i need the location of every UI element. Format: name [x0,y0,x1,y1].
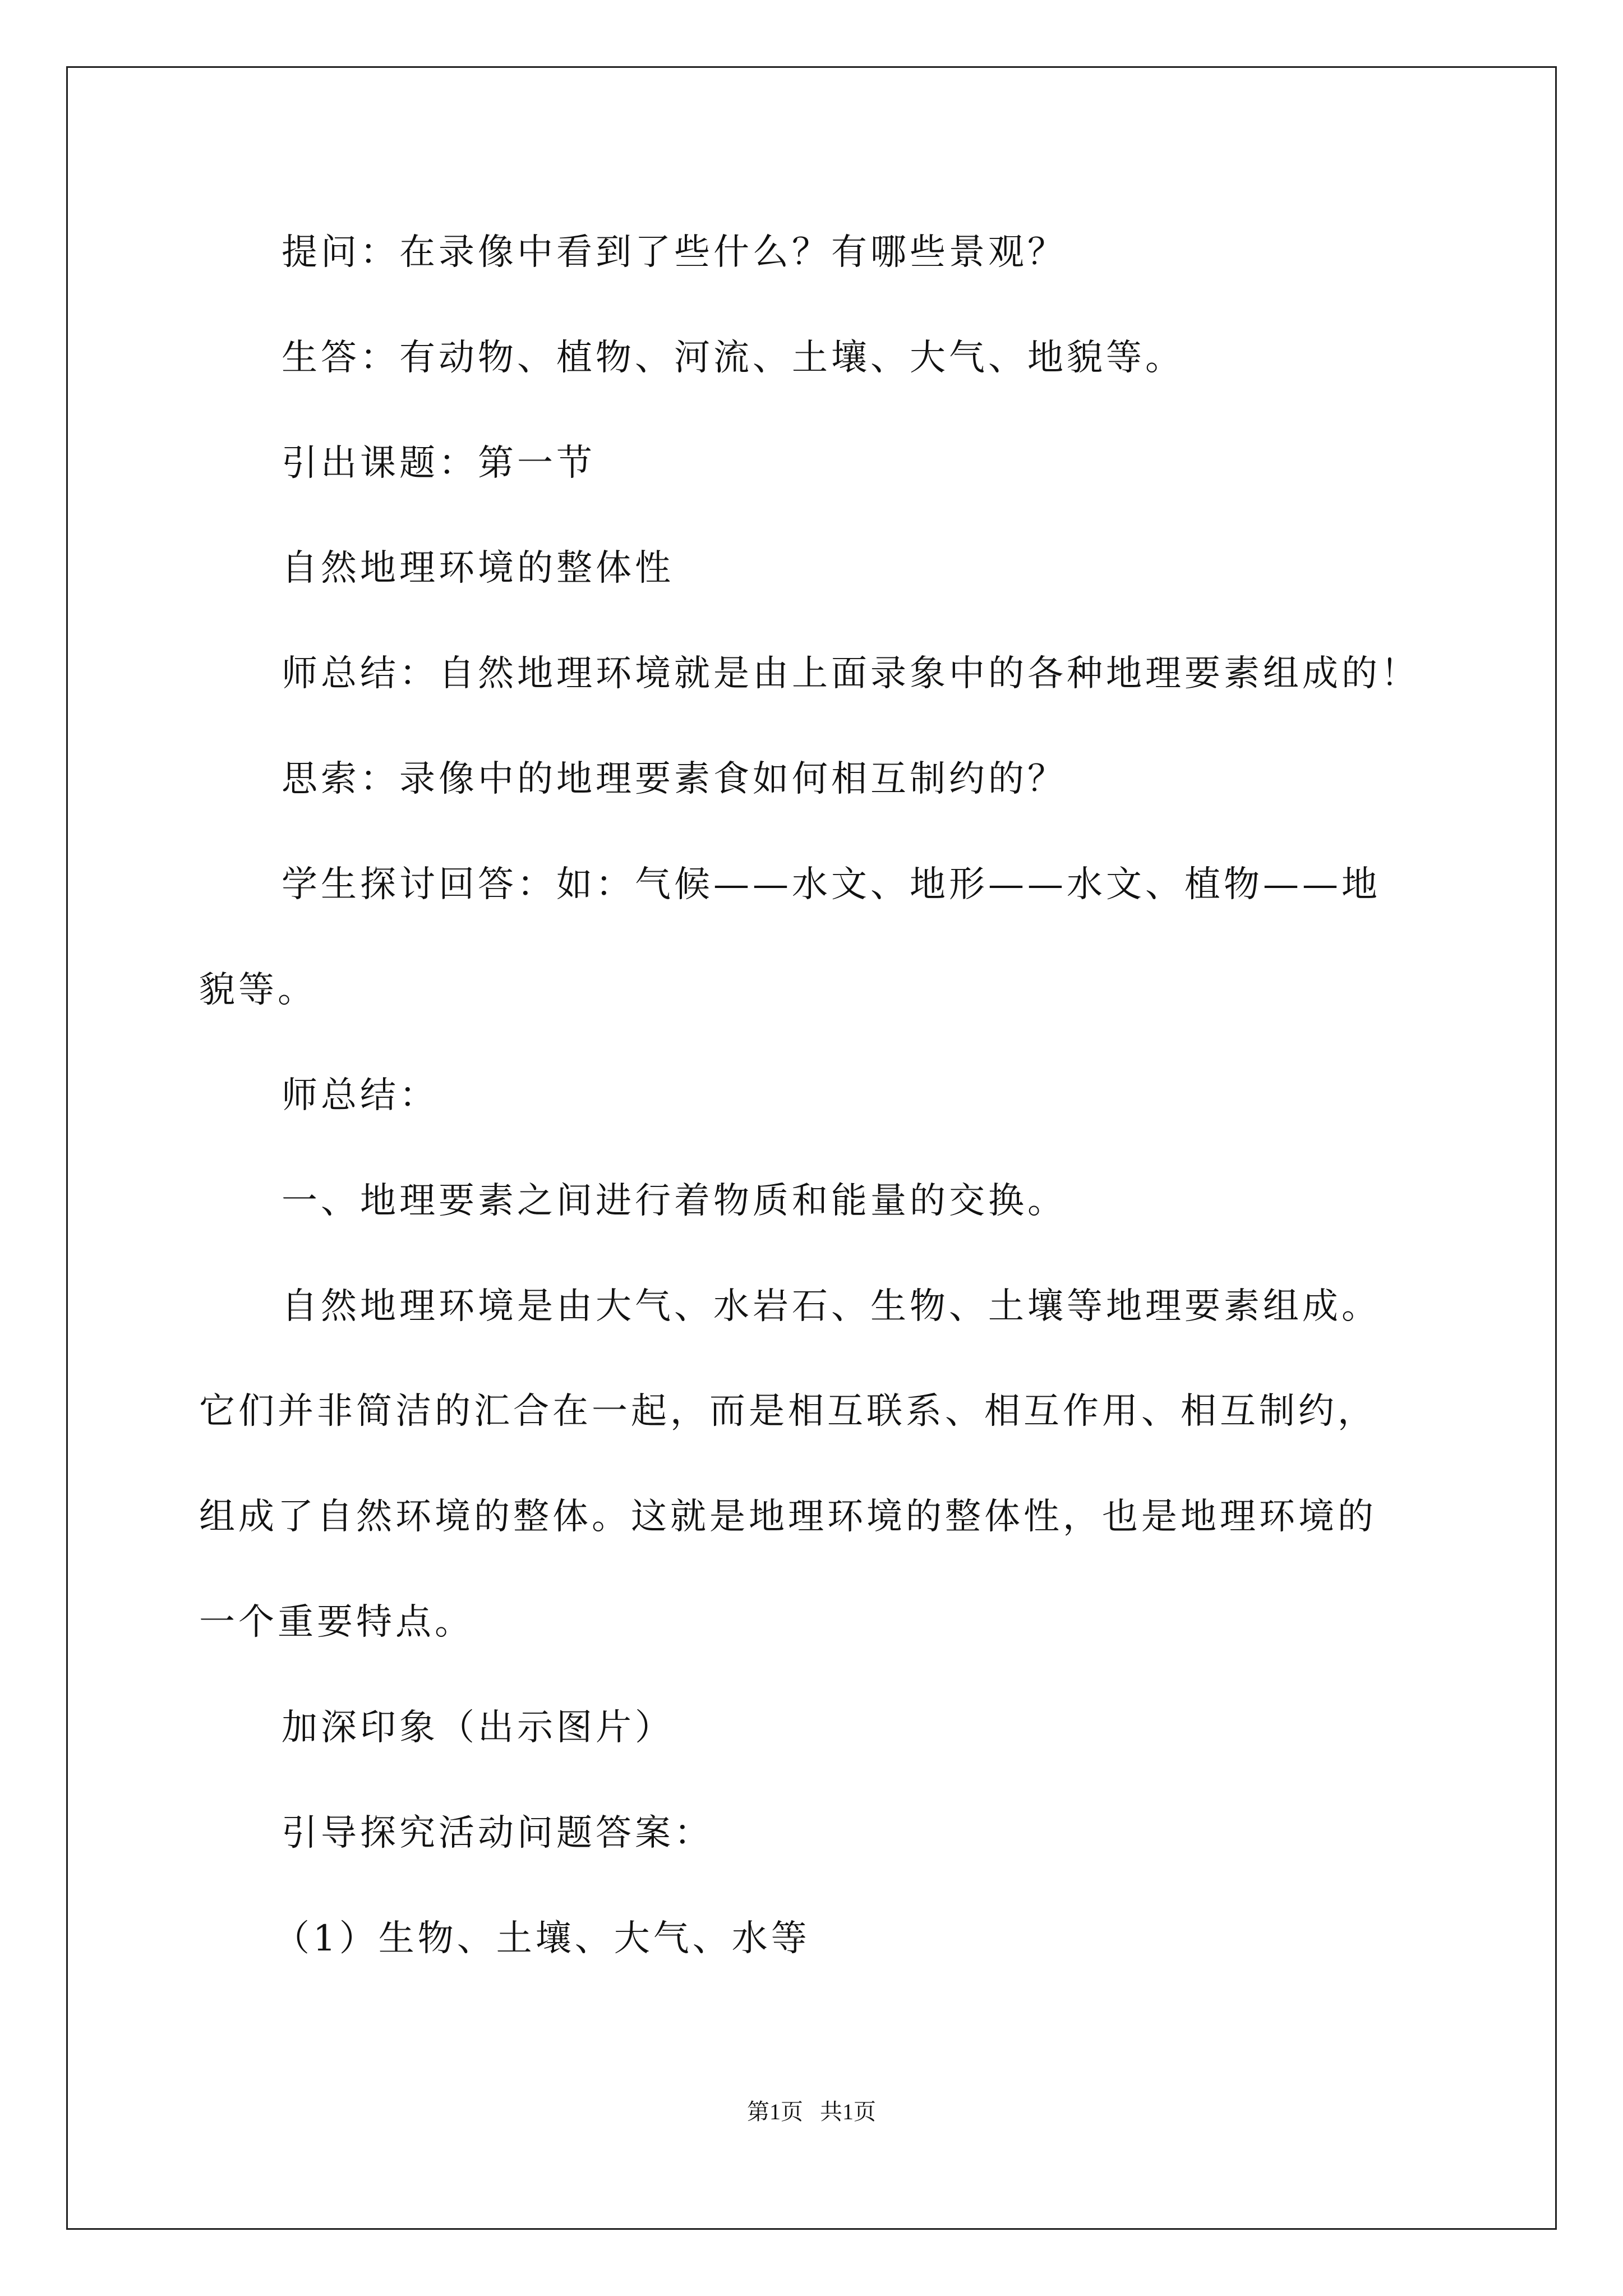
text-line: （1）生物、土壤、大气、水等 [274,1918,810,1959]
page-footer: 第1页 共1页 [747,2099,876,2124]
section-title: 自然地理环境的整体性 [282,547,674,589]
text-line: 一个重要特点。 [199,1602,474,1643]
text-line: 思索：录像中的地理要素食如何相互制约的？ [282,758,1067,800]
text-line: 师总结： [282,1075,439,1116]
text-line: 学生探讨回答：如：气候——水文、地形——水文、植物——地 [282,864,1381,905]
page-border [66,66,1557,2230]
text-line: 提问：在录像中看到了些什么？有哪些景观？ [282,232,1067,273]
text-line: 生答：有动物、植物、河流、土壤、大气、地貌等。 [282,337,1184,379]
text-line: 它们并非简洁的汇合在一起，而是相互联系、相互作用、相互制约， [199,1391,1377,1432]
text-line: 引导探究活动问题答案： [282,1812,713,1854]
text-line: 组成了自然环境的整体。这就是地理环境的整体性，也是地理环境的 [199,1496,1377,1538]
text-line: 一、地理要素之间进行着物质和能量的交换。 [282,1180,1067,1222]
text-line: 貌等。 [199,969,317,1011]
text-line: 引出课题：第一节 [282,443,596,484]
text-line: 师总结：自然地理环境就是由上面录象中的各种地理要素组成的！ [282,653,1420,694]
text-line: 自然地理环境是由大气、水岩石、生物、土壤等地理要素组成。 [282,1286,1381,1327]
text-line: 加深印象（出示图片） [282,1707,674,1749]
